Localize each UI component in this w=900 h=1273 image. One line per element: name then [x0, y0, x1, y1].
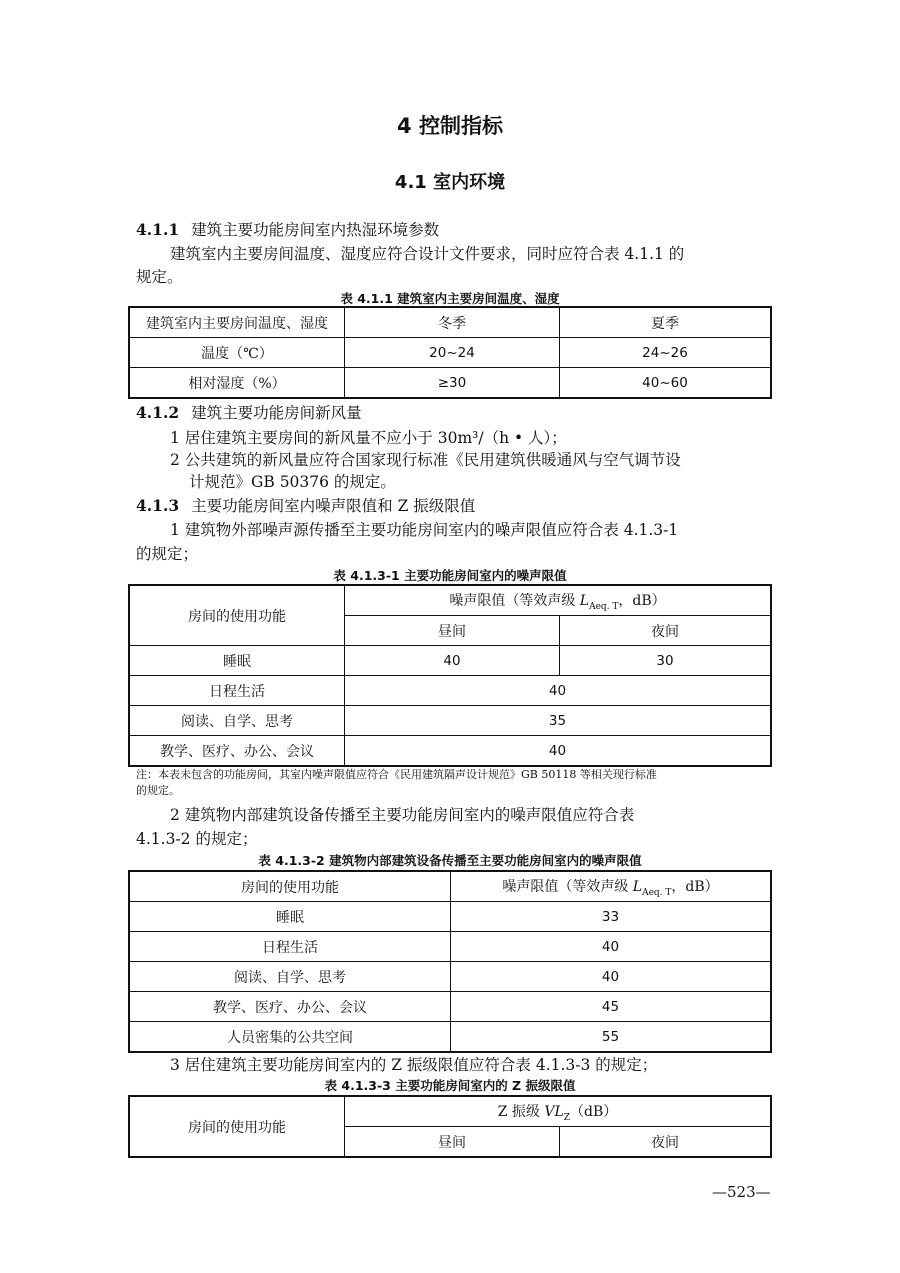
table-cell: 温度（℃） — [129, 338, 345, 368]
table-cell: 40 — [345, 646, 560, 676]
list-item: 1 建筑物外部噪声源传播至主要功能房间室内的噪声限值应符合表 4.1.3-1 — [170, 521, 679, 539]
table-header-cell: 冬季 — [345, 307, 560, 338]
table-cell: 55 — [451, 1022, 772, 1053]
table-row — [129, 962, 771, 992]
internal-noise-limit-table — [128, 870, 772, 1053]
page-number: —523— — [712, 1183, 771, 1201]
list-item-continued: 4.1.3-2 的规定； — [136, 830, 258, 848]
list-item-continued: 计规范》GB 50376 的规定。 — [189, 473, 396, 491]
table-row — [129, 902, 771, 932]
table-header-row — [129, 307, 771, 338]
table-cell: 日程生活 — [129, 932, 451, 962]
clause-title: 主要功能房间室内噪声限值和 Z 振级限值 — [191, 497, 476, 515]
table-cell: 日程生活 — [129, 676, 345, 706]
table-cell: 睡眠 — [129, 902, 451, 932]
table-caption: 表 4.1.1 建筑室内主要房间温度、湿度 — [340, 291, 560, 306]
clause-title: 建筑主要功能房间新风量 — [191, 404, 362, 422]
note-line: 的规定。 — [136, 784, 180, 797]
table-cell: ≥30 — [345, 368, 560, 399]
clause-number: 4.1.2 — [136, 403, 180, 422]
table-caption: 表 4.1.3-2 建筑物内部建筑设备传播至主要功能房间室内的噪声限值 — [258, 853, 642, 868]
table-header-row — [129, 871, 771, 902]
table-header-cell: 房间的使用功能 — [129, 871, 451, 902]
table-row — [129, 646, 771, 676]
table-header-cell: 夜间 — [560, 616, 772, 646]
z-vibration-limit-table — [128, 1095, 772, 1158]
table-cell: 24~26 — [560, 338, 772, 368]
table-row — [129, 338, 771, 368]
table-cell: 33 — [451, 902, 772, 932]
table-cell: 教学、医疗、办公、会议 — [129, 736, 345, 767]
table-row — [129, 736, 771, 767]
table-note — [136, 767, 776, 799]
table-row — [129, 1022, 771, 1053]
table-cell: 45 — [451, 992, 772, 1022]
table-header-cell: 夜间 — [560, 1127, 772, 1158]
chapter-title: 4 控制指标 — [397, 114, 503, 138]
table-cell: 40 — [451, 932, 772, 962]
table-cell: 20~24 — [345, 338, 560, 368]
table-cell: 40~60 — [560, 368, 772, 399]
list-item: 3 居住建筑主要功能房间室内的 Z 振级限值应符合表 4.1.3-3 的规定； — [170, 1056, 658, 1074]
table-header-cell: 昼间 — [345, 1127, 560, 1158]
table-cell: 阅读、自学、思考 — [129, 706, 345, 736]
paragraph-line: 建筑室内主要房间温度、湿度应符合设计文件要求，同时应符合表 4.1.1 的 — [170, 245, 685, 263]
table-cell: 相对湿度（%） — [129, 368, 345, 399]
table-row — [129, 932, 771, 962]
clause-number: 4.1.3 — [136, 496, 180, 515]
list-item-continued: 的规定； — [136, 545, 199, 563]
list-item: 2 建筑物内部建筑设备传播至主要功能房间室内的噪声限值应符合表 — [170, 806, 635, 824]
table-header-cell: Z 振级 $VL_Z(dB)$ — [345, 1096, 772, 1127]
clause-4-1-1-heading — [136, 218, 439, 240]
table-cell: 人员密集的公共空间 — [129, 1022, 451, 1053]
table-header-cell: 昼间 — [345, 616, 560, 646]
table-cell: 40 — [345, 676, 772, 706]
table-cell: 睡眠 — [129, 646, 345, 676]
table-header-cell: 建筑室内主要房间温度、湿度 — [129, 307, 345, 338]
table-caption: 表 4.1.3-1 主要功能房间室内的噪声限值 — [333, 568, 567, 583]
note-line: 注：本表未包含的功能房间，其室内噪声限值应符合《民用建筑隔声设计规范》GB 50118 等相关现行标准 — [136, 768, 657, 781]
table-cell: 阅读、自学、思考 — [129, 962, 451, 992]
table-header-row — [129, 585, 771, 616]
table-cell: 40 — [451, 962, 772, 992]
table-row — [129, 676, 771, 706]
list-item: 2 公共建筑的新风量应符合国家现行标准《民用建筑供暖通风与空气调节设 — [170, 451, 681, 469]
table-header-cell: 房间的使用功能 — [129, 1096, 345, 1157]
table-header-cell: 噪声限值（等效声级 $L_{Aeq. T}$，dB） — [345, 585, 772, 616]
external-noise-limit-table — [128, 584, 772, 767]
table-header-row — [129, 1096, 771, 1127]
temperature-humidity-table — [128, 306, 772, 399]
table-header-cell: 房间的使用功能 — [129, 585, 345, 646]
clause-number: 4.1.1 — [136, 220, 180, 239]
table-cell: 40 — [345, 736, 772, 767]
table-row — [129, 706, 771, 736]
table-header-cell: 噪声限值（等效声级 $L_{Aeq. T}$，dB） — [451, 871, 772, 902]
section-title: 4.1 室内环境 — [394, 172, 506, 193]
paragraph-line: 规定。 — [136, 268, 183, 286]
table-row — [129, 992, 771, 1022]
table-row — [129, 368, 771, 399]
clause-title: 建筑主要功能房间室内热湿环境参数 — [191, 221, 440, 239]
clause-4-1-3-heading — [136, 494, 475, 516]
table-caption: 表 4.1.3-3 主要功能房间室内的 Z 振级限值 — [324, 1078, 576, 1093]
list-item: 1 居住建筑主要房间的新风量不应小于 30m³/（h • 人）； — [170, 429, 567, 447]
table-cell: 30 — [560, 646, 772, 676]
table-header-cell: 夏季 — [560, 307, 772, 338]
table-cell: 35 — [345, 706, 772, 736]
clause-4-1-2-heading — [136, 401, 362, 423]
table-cell: 教学、医疗、办公、会议 — [129, 992, 451, 1022]
